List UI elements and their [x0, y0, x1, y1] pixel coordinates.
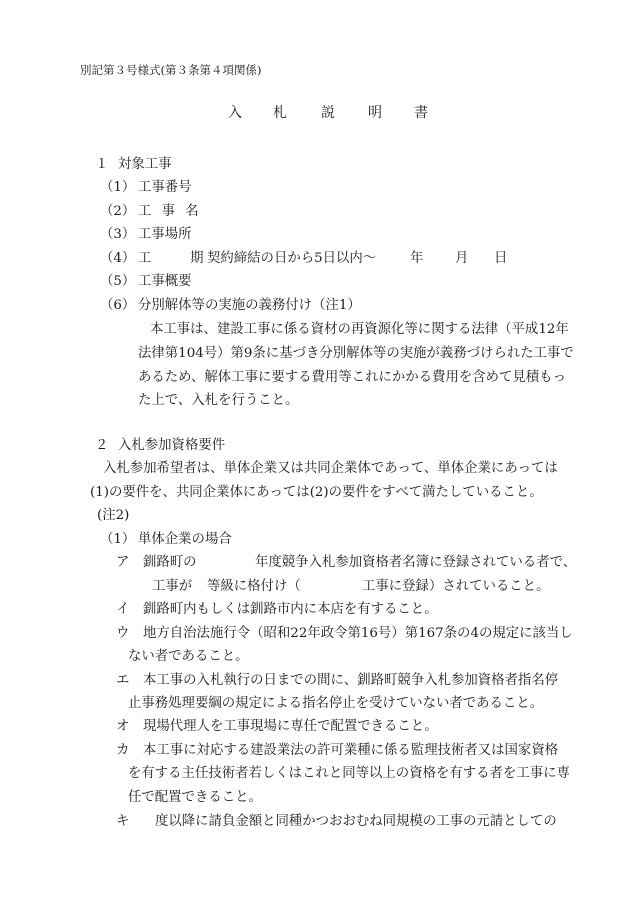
item-number: （3） — [100, 227, 136, 242]
item-demolition-obligation: 分別解体等の実施の義務付け（注1） — [138, 298, 361, 313]
requirement-text: ない者であること。 — [128, 649, 249, 664]
requirement-text: を有する主任技術者若しくはこれと同等以上の資格を有する者を工事に専 — [128, 766, 570, 781]
title-char: 説 — [321, 105, 335, 121]
requirement-marker: イ — [116, 602, 130, 617]
requirement-text: 本工事に対応する建設業法の許可業種に係る監理技術者又は国家資格 — [143, 743, 559, 758]
item-work-number: 工事番号 — [138, 180, 192, 195]
requirement-text: 任で配置できること。 — [128, 790, 262, 805]
requirement-marker: カ — [116, 743, 130, 758]
requirement-text: 本工事の入札執行の日までの間に、釧路町競争入札参加資格者指名停 — [143, 673, 559, 688]
period-year-label: 年 — [410, 251, 424, 266]
paragraph-line: た上で、入札を行うこと。 — [138, 393, 299, 408]
item-work-outline: 工事概要 — [138, 274, 192, 289]
title-char: 明 — [368, 105, 382, 121]
requirement-marker: キ — [116, 814, 130, 829]
subsection-heading: 単体企業の場合 — [138, 532, 232, 547]
paragraph-line: あるため、解体工事に要する費用等これにかかる費用を含めて見積もっ — [138, 370, 566, 385]
requirement-text: 工事が — [152, 579, 193, 594]
title-char: 書 — [414, 105, 428, 121]
item-work-period-label: 工 期 — [138, 251, 208, 266]
section-number: １ — [95, 157, 109, 172]
item-work-period-value: 契約締結の日から5日以内～ — [207, 251, 377, 266]
period-month-label: 月 — [455, 251, 469, 266]
intro-line: (1)の要件を、共同企業体にあっては(2)の要件をすべて満たしていること。 — [90, 485, 543, 500]
item-number: （1） — [100, 532, 136, 547]
intro-line: 入札参加希望者は、単体企業又は共同企業体であって、単体企業にあっては — [103, 461, 558, 476]
requirement-marker: ア — [116, 555, 130, 570]
requirement-text: 年度競争入札参加資格者名簿に登録されている者で、 — [255, 555, 577, 570]
requirement-text: 工事に登録）されていること。 — [362, 579, 550, 594]
requirement-marker: エ — [116, 673, 130, 688]
title-char: 札 — [273, 105, 287, 121]
section-heading: 対象工事 — [118, 157, 172, 172]
note-reference: (注2) — [97, 508, 130, 523]
period-day-label: 日 — [494, 251, 508, 266]
requirement-text: 度以降に請負金額と同種かつおおむね同規模の工事の元請としての — [155, 814, 557, 829]
item-number: （6） — [100, 298, 136, 313]
section-heading: 入札参加資格要件 — [118, 438, 226, 453]
item-work-location: 工事場所 — [138, 227, 192, 242]
requirement-text: 釧路町内もしくは釧路市内に本店を有すること。 — [143, 602, 438, 617]
requirement-marker: ウ — [116, 626, 130, 641]
requirement-text: 地方自治法施行令（昭和22年政令第16号）第167条の4の規定に該当し — [143, 626, 573, 641]
title-char: 入 — [228, 105, 242, 121]
requirement-text: 釧路町の — [143, 555, 197, 570]
item-number: （5） — [100, 274, 136, 289]
form-reference-note: 別記第３号様式(第３条第４項関係) — [80, 63, 262, 77]
requirement-text: 止事務処理要綱の規定による指名停止を受けていない者であること。 — [128, 696, 544, 711]
item-number: （4） — [100, 251, 136, 266]
item-number: （2） — [100, 204, 136, 219]
item-number: （1） — [100, 180, 136, 195]
paragraph-line: 法律第104号）第9条に基づき分別解体等の実施が義務づけられた工事で — [138, 346, 574, 361]
requirement-text: 現場代理人を工事現場に専任で配置できること。 — [143, 719, 438, 734]
section-number: ２ — [95, 438, 109, 453]
item-work-name: 工 事 名 — [138, 204, 199, 219]
requirement-text: 等級に格付け（ — [207, 579, 301, 594]
paragraph-line: 本工事は、建設工事に係る資材の再資源化等に関する法律（平成12年 — [150, 322, 569, 337]
requirement-marker: オ — [116, 719, 130, 734]
